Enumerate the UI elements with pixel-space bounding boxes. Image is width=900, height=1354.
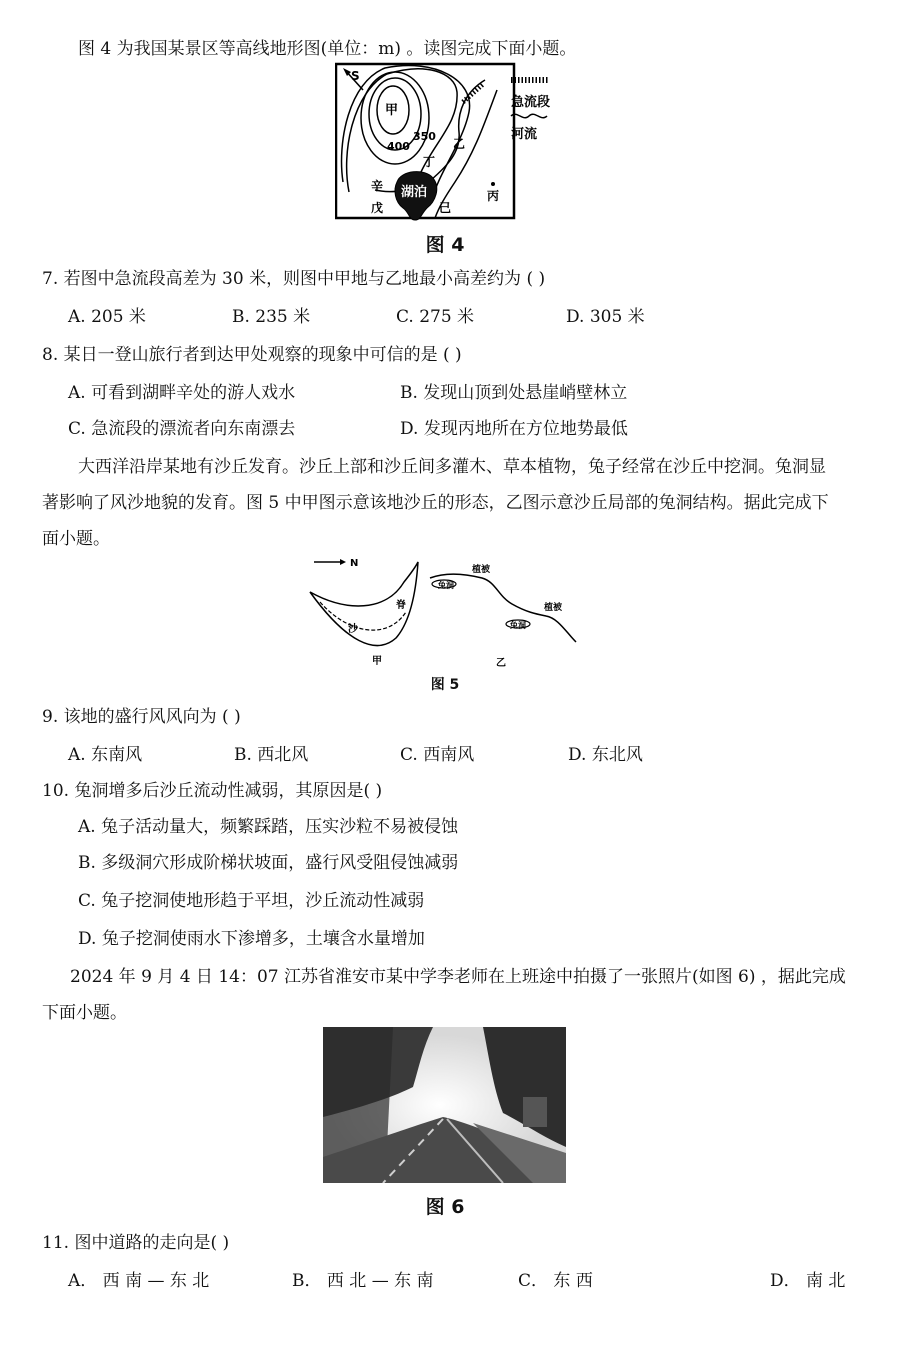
fig6-caption: 图 6 [425, 1196, 465, 1218]
q10-option-b[interactable]: B. 多级洞穴形成阶梯状坡面，盛行风受阻侵蚀减弱 [78, 853, 459, 873]
figure-5 [306, 552, 592, 672]
river-legend-label: 河流 [511, 127, 538, 142]
figure-6-photo [323, 1027, 566, 1183]
q8-option-a[interactable]: A. 可看到湖畔辛处的游人戏水 [68, 383, 296, 403]
figure-4 [335, 62, 555, 222]
contour-350: 350 [413, 130, 436, 143]
intro-fig4: 图 4 为我国某景区等高线地形图(单位：m) 。读图完成下面小题。 [78, 39, 577, 59]
lake-label: 湖泊 [401, 185, 428, 200]
fig4-caption: 图 4 [425, 234, 465, 256]
intro-fig6-line2: 下面小题。 [42, 1003, 127, 1023]
q10-option-a[interactable]: A. 兔子活动量大，频繁踩踏，压实沙粒不易被侵蚀 [78, 817, 459, 837]
intro-fig5-line2: 著影响了风沙地貌的发育。图 5 中甲图示意该地沙丘的形态，乙图示意沙丘局部的兔洞结构。据此完成下 [42, 493, 829, 513]
north-label: S [351, 69, 360, 83]
hole2-label: 兔洞 [510, 621, 526, 630]
q7-option-a[interactable]: A. 205 米 [68, 307, 146, 327]
q9-option-d[interactable]: D. 东北风 [568, 745, 643, 765]
q9-stem: 9. 该地的盛行风风向为 ( ) [42, 707, 241, 727]
contour-400: 400 [387, 140, 410, 153]
ding-label: 丁 [423, 155, 436, 169]
intro-fig5-line1: 大西洋沿岸某地有沙丘发育。沙丘上部和沙丘间多灌木、草本植物，兔子经常在沙丘中挖洞。兔洞显 [78, 457, 826, 477]
q9-option-c[interactable]: C. 西南风 [400, 745, 475, 765]
q8-stem: 8. 某日一登山旅行者到达甲处观察的现象中可信的是 ( ) [42, 345, 462, 365]
q9-option-a[interactable]: A. 东南风 [68, 745, 143, 765]
fig5-yi-label: 乙 [496, 658, 506, 669]
q7-stem: 7. 若图中急流段高差为 30 米，则图中甲地与乙地最小高差约为 ( ) [42, 269, 546, 289]
dune-diagram [306, 552, 592, 672]
intro-fig6-line1: 2024 年 9 月 4 日 14：07 江苏省淮安市某中学李老师在上班途中拍摄了一张照片(如图 6) ，据此完成 [70, 967, 846, 987]
q11-option-d[interactable]: D． 南 北 [770, 1271, 846, 1291]
fig5-north-label: N [350, 558, 359, 569]
wu-label: 戊 [371, 201, 384, 215]
q10-option-d[interactable]: D. 兔子挖洞使雨水下渗增多，土壤含水量增加 [78, 929, 425, 949]
river-legend-icon [511, 114, 547, 117]
yi-label: 乙 [453, 137, 466, 151]
contour-map [335, 62, 555, 222]
q8-option-c[interactable]: C. 急流段的漂流者向东南漂去 [68, 419, 296, 439]
sand-label: 沙 [348, 624, 358, 635]
q7-option-c[interactable]: C. 275 米 [396, 307, 475, 327]
fig5-jia-label: 甲 [372, 656, 382, 667]
q7-option-b[interactable]: B. 235 米 [232, 307, 311, 327]
q10-option-c[interactable]: C. 兔子挖洞使地形趋于平坦，沙丘流动性减弱 [78, 891, 425, 911]
ji-label: 己 [439, 201, 452, 215]
q8-option-b[interactable]: B. 发现山顶到处悬崖峭壁林立 [400, 383, 628, 403]
xin-label: 辛 [371, 179, 384, 193]
jia-label: 甲 [385, 103, 399, 118]
q8-option-d[interactable]: D. 发现丙地所在方位地势最低 [400, 419, 628, 439]
q11-stem: 11. 图中道路的走向是( ) [42, 1233, 230, 1253]
road-photo [323, 1027, 566, 1183]
q9-option-b[interactable]: B. 西北风 [234, 745, 309, 765]
fig5-caption: 图 5 [430, 677, 460, 693]
veg1-label: 植被 [472, 565, 491, 575]
intro-fig5-line3: 面小题。 [42, 529, 110, 549]
bing-label: 丙 [487, 189, 500, 203]
ridge-label: 脊 [396, 600, 406, 611]
q11-option-a[interactable]: A． 西 南 — 东 北 [68, 1271, 210, 1291]
rapids-legend-label: 急流段 [511, 95, 551, 110]
q11-option-c[interactable]: C． 东 西 [518, 1271, 593, 1291]
hole1-label: 兔洞 [438, 581, 454, 590]
q10-stem: 10. 兔洞增多后沙丘流动性减弱，其原因是( ) [42, 781, 383, 801]
veg2-label: 植被 [544, 603, 563, 613]
q11-option-b[interactable]: B． 西 北 — 东 南 [292, 1271, 434, 1291]
q7-option-d[interactable]: D. 305 米 [566, 307, 645, 327]
